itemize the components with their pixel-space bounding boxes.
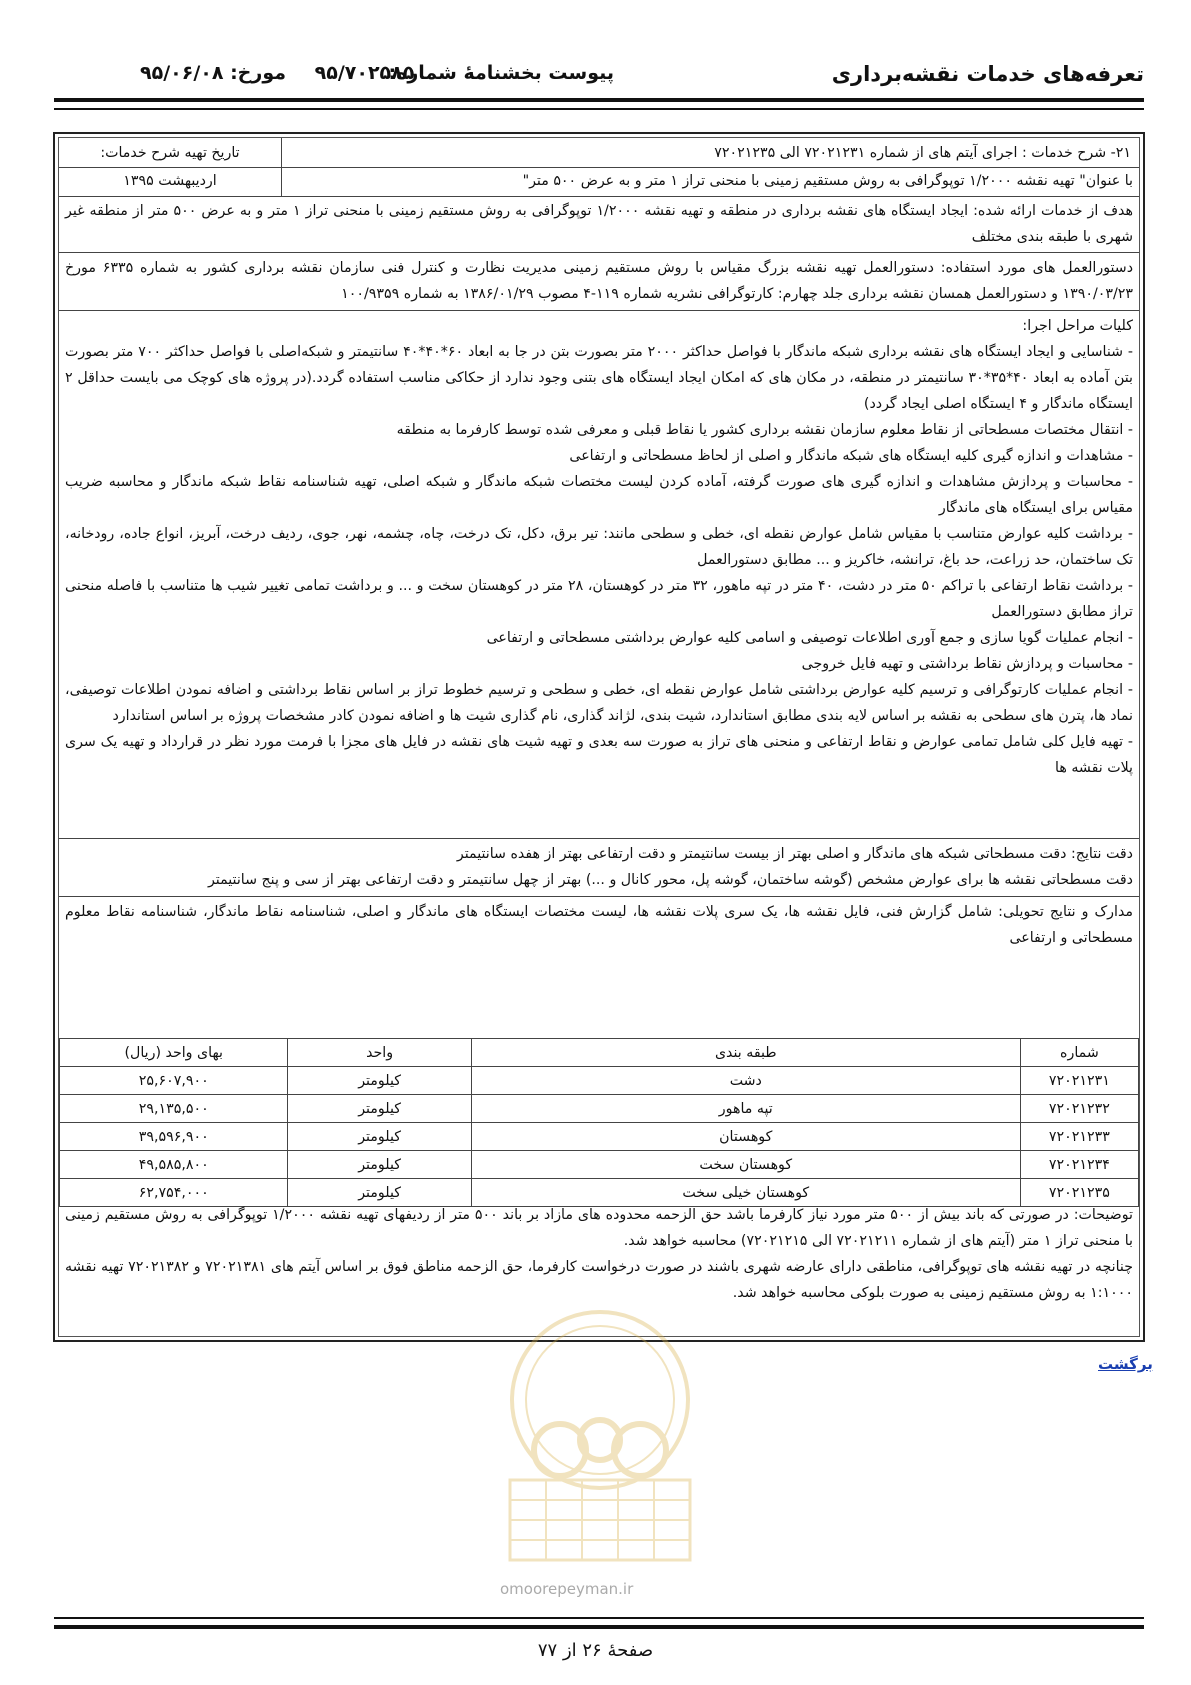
circular-number-date <box>118 62 414 84</box>
accuracy-text <box>65 841 1133 893</box>
watermark-text: omoorepeyman.ir <box>500 1580 634 1598</box>
item-price: ۶۲,۷۵۴,۰۰۰ <box>60 1179 288 1207</box>
footer-rule <box>54 1617 1144 1629</box>
service-frame <box>53 132 1145 1342</box>
item-unit: کیلومتر <box>288 1123 471 1151</box>
step-item: - انتقال مختصات مسطحاتی از نقاط معلوم سازمان نقشه برداری کشور یا نقاط قبلی و معرفی شده توسط کارفرما به منطقه <box>396 422 1133 438</box>
service-title-line: با عنوان" تهیه نقشه ۱/۲۰۰۰ توپوگرافی به روش مستقیم زمینی با منحنی تراز ۱ متر و به عرض ۵۰۰ متر" <box>522 173 1133 189</box>
accuracy-row <box>59 838 1139 897</box>
table-row <box>60 1067 1139 1095</box>
step-item: - برداشت نقاط ارتفاعی با تراکم ۵۰ متر در دشت، ۴۰ متر در تپه ماهور، ۳۲ متر در کوهستان، ۲۸ متر در کوهستان سخت و ... و برداشت تمامی تغییر شیب ها متناسب با فاصله منحنی تراز مطابق دستورالعمل <box>65 578 1133 620</box>
top-divider <box>282 167 1139 168</box>
goal-row <box>59 196 1139 253</box>
item-unit: کیلومتر <box>288 1179 471 1207</box>
date-value: اردیبهشت ۱۳۹۵ <box>123 173 217 189</box>
accuracy-line-1: دقت نتایج: دقت مسطحاتی شبکه های ماندگار و اصلی بهتر از بیست سانتیمتر و دقت ارتفاعی بهتر از هفده سانتیمتر <box>456 846 1133 862</box>
table-row <box>60 1123 1139 1151</box>
header-unit: واحد <box>288 1039 471 1067</box>
step-item: - برداشت کلیه عوارض متناسب با مقیاس شامل عوارض نقطه ای، خطی و سطحی مانند: تیر برق، دکل، تک درخت، چاه، چشمه، نهر، جوی، ردیف درخت، آبریز، انواع جاده، رودخانه، تک ساختمان، حد زراعت، حد باغ، ترانشه، خاکریز و ... مطابق دستورالعمل <box>65 526 1133 568</box>
table-row <box>60 1095 1139 1123</box>
item-number: ۷۲۰۲۱۲۳۳ <box>1020 1123 1138 1151</box>
header-number: شماره <box>1020 1039 1138 1067</box>
back-link[interactable]: برگشت <box>1098 1355 1153 1373</box>
item-classification: دشت <box>471 1067 1020 1095</box>
circular-date: مورخ: ۹۵/۰۶/۰۸ <box>140 62 286 84</box>
document-title: تعرفه‌های خدمات نقشه‌برداری <box>831 62 1144 86</box>
deliverables-text: مدارک و نتایج تحویلی: شامل گزارش فنی، فایل نقشه ها، یک سری پلات نقشه ها، لیست مختصات ایستگاه های ماندگار و اصلی، شناسنامه نقاط ماندگار، شناسنامه نقاط معلوم مسطحاتی و ارتفاعی <box>65 904 1133 946</box>
page-number: صفحۀ ۲۶ از ۷۷ <box>537 1640 654 1661</box>
item-number: ۷۲۰۲۱۲۳۱ <box>1020 1067 1138 1095</box>
item-price: ۴۹,۵۸۵,۸۰۰ <box>60 1151 288 1179</box>
notes-text <box>65 1202 1133 1306</box>
attachment-label: پیوست بخشنامۀ شماره: <box>388 62 614 84</box>
circular-number: ۹۵/۷۰۲۵۸۵ <box>314 62 415 84</box>
date-label: تاریخ تهیه شرح خدمات: <box>100 145 240 161</box>
item-classification: کوهستان <box>471 1123 1020 1151</box>
item-number: ۷۲۰۲۱۲۳۵ <box>1020 1179 1138 1207</box>
steps-row <box>59 310 1139 839</box>
item-classification: کوهستان سخت <box>471 1151 1020 1179</box>
step-item: - تهیه فایل کلی شامل تمامی عوارض و نقاط ارتفاعی و منحنی های تراز به صورت سه بعدی و تهیه شیت های نقشه در فایل های مجزا با فرمت مورد نظر در قرارداد و تهیه یک سری پلات نقشه ها <box>65 734 1133 776</box>
steps-heading: کلیات مراحل اجرا: <box>1022 318 1133 334</box>
table-row <box>60 1151 1139 1179</box>
item-price: ۳۹,۵۹۶,۹۰۰ <box>60 1123 288 1151</box>
item-classification: کوهستان خیلی سخت <box>471 1179 1020 1207</box>
accuracy-line-2: دقت مسطحاتی نقشه ها برای عوارض مشخص (گوشه ساختمان، گوشه پل، محور کانال و ...) بهتر از چهل سانتیمتر و دقت ارتفاعی بهتر از سی و پنج سانتیمتر <box>207 872 1133 888</box>
item-price: ۲۹,۱۳۵,۵۰۰ <box>60 1095 288 1123</box>
service-line: ۲۱- شرح خدمات : اجرای آیتم های از شماره ۷۲۰۲۱۲۳۱ الی ۷۲۰۲۱۲۳۵ <box>714 145 1131 161</box>
steps-list <box>65 313 1133 781</box>
item-price: ۲۵,۶۰۷,۹۰۰ <box>60 1067 288 1095</box>
date-divider <box>59 167 281 168</box>
step-item: - مشاهدات و اندازه گیری کلیه ایستگاه های شبکه ماندگار و اصلی از لحاظ مسطحاتی و ارتفاعی <box>569 448 1133 464</box>
instructions-text: دستورالعمل های مورد استفاده: دستورالعمل تهیه نقشه بزرگ مقیاس با روش مستقیم زمینی مدیریت نظارت و کنترل فنی سازمان نقشه برداری کشور به شماره ۶۳۳۵ مورخ ۱۳۹۰/۰۳/۲۳ و دستورالعمل همسان نقشه برداری جلد چهارم: کارتوگرافی نشریه شماره ۱۱۹-۴ مصوب ۱۳۸۶/۰۱/۲۹ به شماره ۱۰۰/۹۳۵۹ <box>65 260 1134 302</box>
instructions-row <box>59 252 1139 311</box>
deliverables-row <box>59 896 1139 1038</box>
step-item: - انجام عملیات گویا سازی و جمع آوری اطلاعات توصیفی و اسامی کلیه عوارض برداشتی مسطحاتی و ارتفاعی <box>486 630 1133 646</box>
item-unit: کیلومتر <box>288 1095 471 1123</box>
note-paragraph-2: چنانچه در تهیه نقشه های توپوگرافی، مناطقی دارای عارضه شهری باشند در صورت درخواست کارفرما، حق الزحمه مناطق فوق بر اساس آیتم های ۷۲۰۲۱۳۸۱ و ۷۲۰۲۱۳۸۲ تهیه نقشه ۱:۱۰۰۰ به روش مستقیم زمینی به صورت بلوکی محاسبه خواهد شد. <box>65 1259 1133 1301</box>
item-number: ۷۲۰۲۱۲۳۲ <box>1020 1095 1138 1123</box>
page-header <box>118 58 1144 98</box>
step-item: - شناسایی و ایجاد ایستگاه های نقشه برداری شبکه ماندگار با فواصل حداکثر ۲۰۰۰ متر بصورت بتن در جا به ابعاد ۶۰*۴۰*۴۰ سانتیمتر و شبکه‌اصلی با فواصل حداکثر ۷۰۰ متر بصورت بتن آماده به ابعاد ۴۰*۳۵*۳۰ سانتیمتر در منطقه، در مکان های که امکان ایجاد ایستگاه های بتنی وجود ندارد از حکاکی مناسب استفاده گردد.(در پروژه های کوچک می بایست حداقل ۲ ایستگاه ماندگار و ۴ ایستگاه اصلی ایجاد گردد) <box>65 344 1133 412</box>
price-table <box>59 1038 1139 1207</box>
item-unit: کیلومتر <box>288 1151 471 1179</box>
header-classification: طبقه بندی <box>471 1039 1020 1067</box>
step-item: - محاسبات و پردازش نقاط برداشتی و تهیه فایل خروجی <box>801 656 1133 672</box>
service-frame-inner <box>58 137 1140 1337</box>
header-rule <box>54 98 1144 110</box>
service-title-row <box>59 138 1139 197</box>
goal-text: هدف از خدمات ارائه شده: ایجاد ایستگاه های نقشه برداری در منطقه و تهیه نقشه ۱/۲۰۰۰ توپوگرافی به روش مستقیم زمینی با منحنی تراز ۱ متر و به عرض ۵۰۰ متر از منطقه غیر شهری با طبقه بندی مختلف <box>65 203 1133 245</box>
watermark-logo-icon <box>480 1300 720 1570</box>
step-item: - محاسبات و پردازش مشاهدات و اندازه گیری های صورت گرفته، آماده کردن لیست مختصات شبکه ماندگار و شبکه اصلی، تهیه شناسنامه نقاط شبکه ماندگار و محاسبه ضریب مقیاس برای ایستگاه های ماندگار <box>65 474 1133 516</box>
item-classification: تپه ماهور <box>471 1095 1020 1123</box>
step-item: - انجام عملیات کارتوگرافی و ترسیم کلیه عوارض برداشتی شامل عوارض نقطه ای، خطی و سطحی و ترسیم خطوط تراز بر اساس نقاط برداشتی و اضافه نمودن اطلاعات توصیفی، نماد ها، پترن های سطحی به نقشه بر اساس لایه بندی مطابق استاندارد، شیت بندی، لژاند گذاری، نام گذاری شیت ها و اضافه نمودن کادر مشخصات پروژه بر اساس استاندارد <box>65 682 1133 724</box>
item-number: ۷۲۰۲۱۲۳۴ <box>1020 1151 1138 1179</box>
item-unit: کیلومتر <box>288 1067 471 1095</box>
price-table-header <box>60 1039 1139 1067</box>
note-paragraph-1: توضیحات: در صورتی که باند بیش از ۵۰۰ متر مورد نیاز کارفرما باشد حق الزحمه محدوده های مازاد بر باند ۵۰۰ متر از ردیفهای تهیه نقشه ۱/۲۰۰۰ توپوگرافی به روش مستقیم زمینی با منحنی تراز ۱ متر (آیتم های از شماره ۷۲۰۲۱۲۱۱ الی ۷۲۰۲۱۲۱۵) محاسبه خواهد شد. <box>65 1207 1133 1249</box>
header-unit-price: بهای واحد (ریال) <box>60 1039 288 1067</box>
